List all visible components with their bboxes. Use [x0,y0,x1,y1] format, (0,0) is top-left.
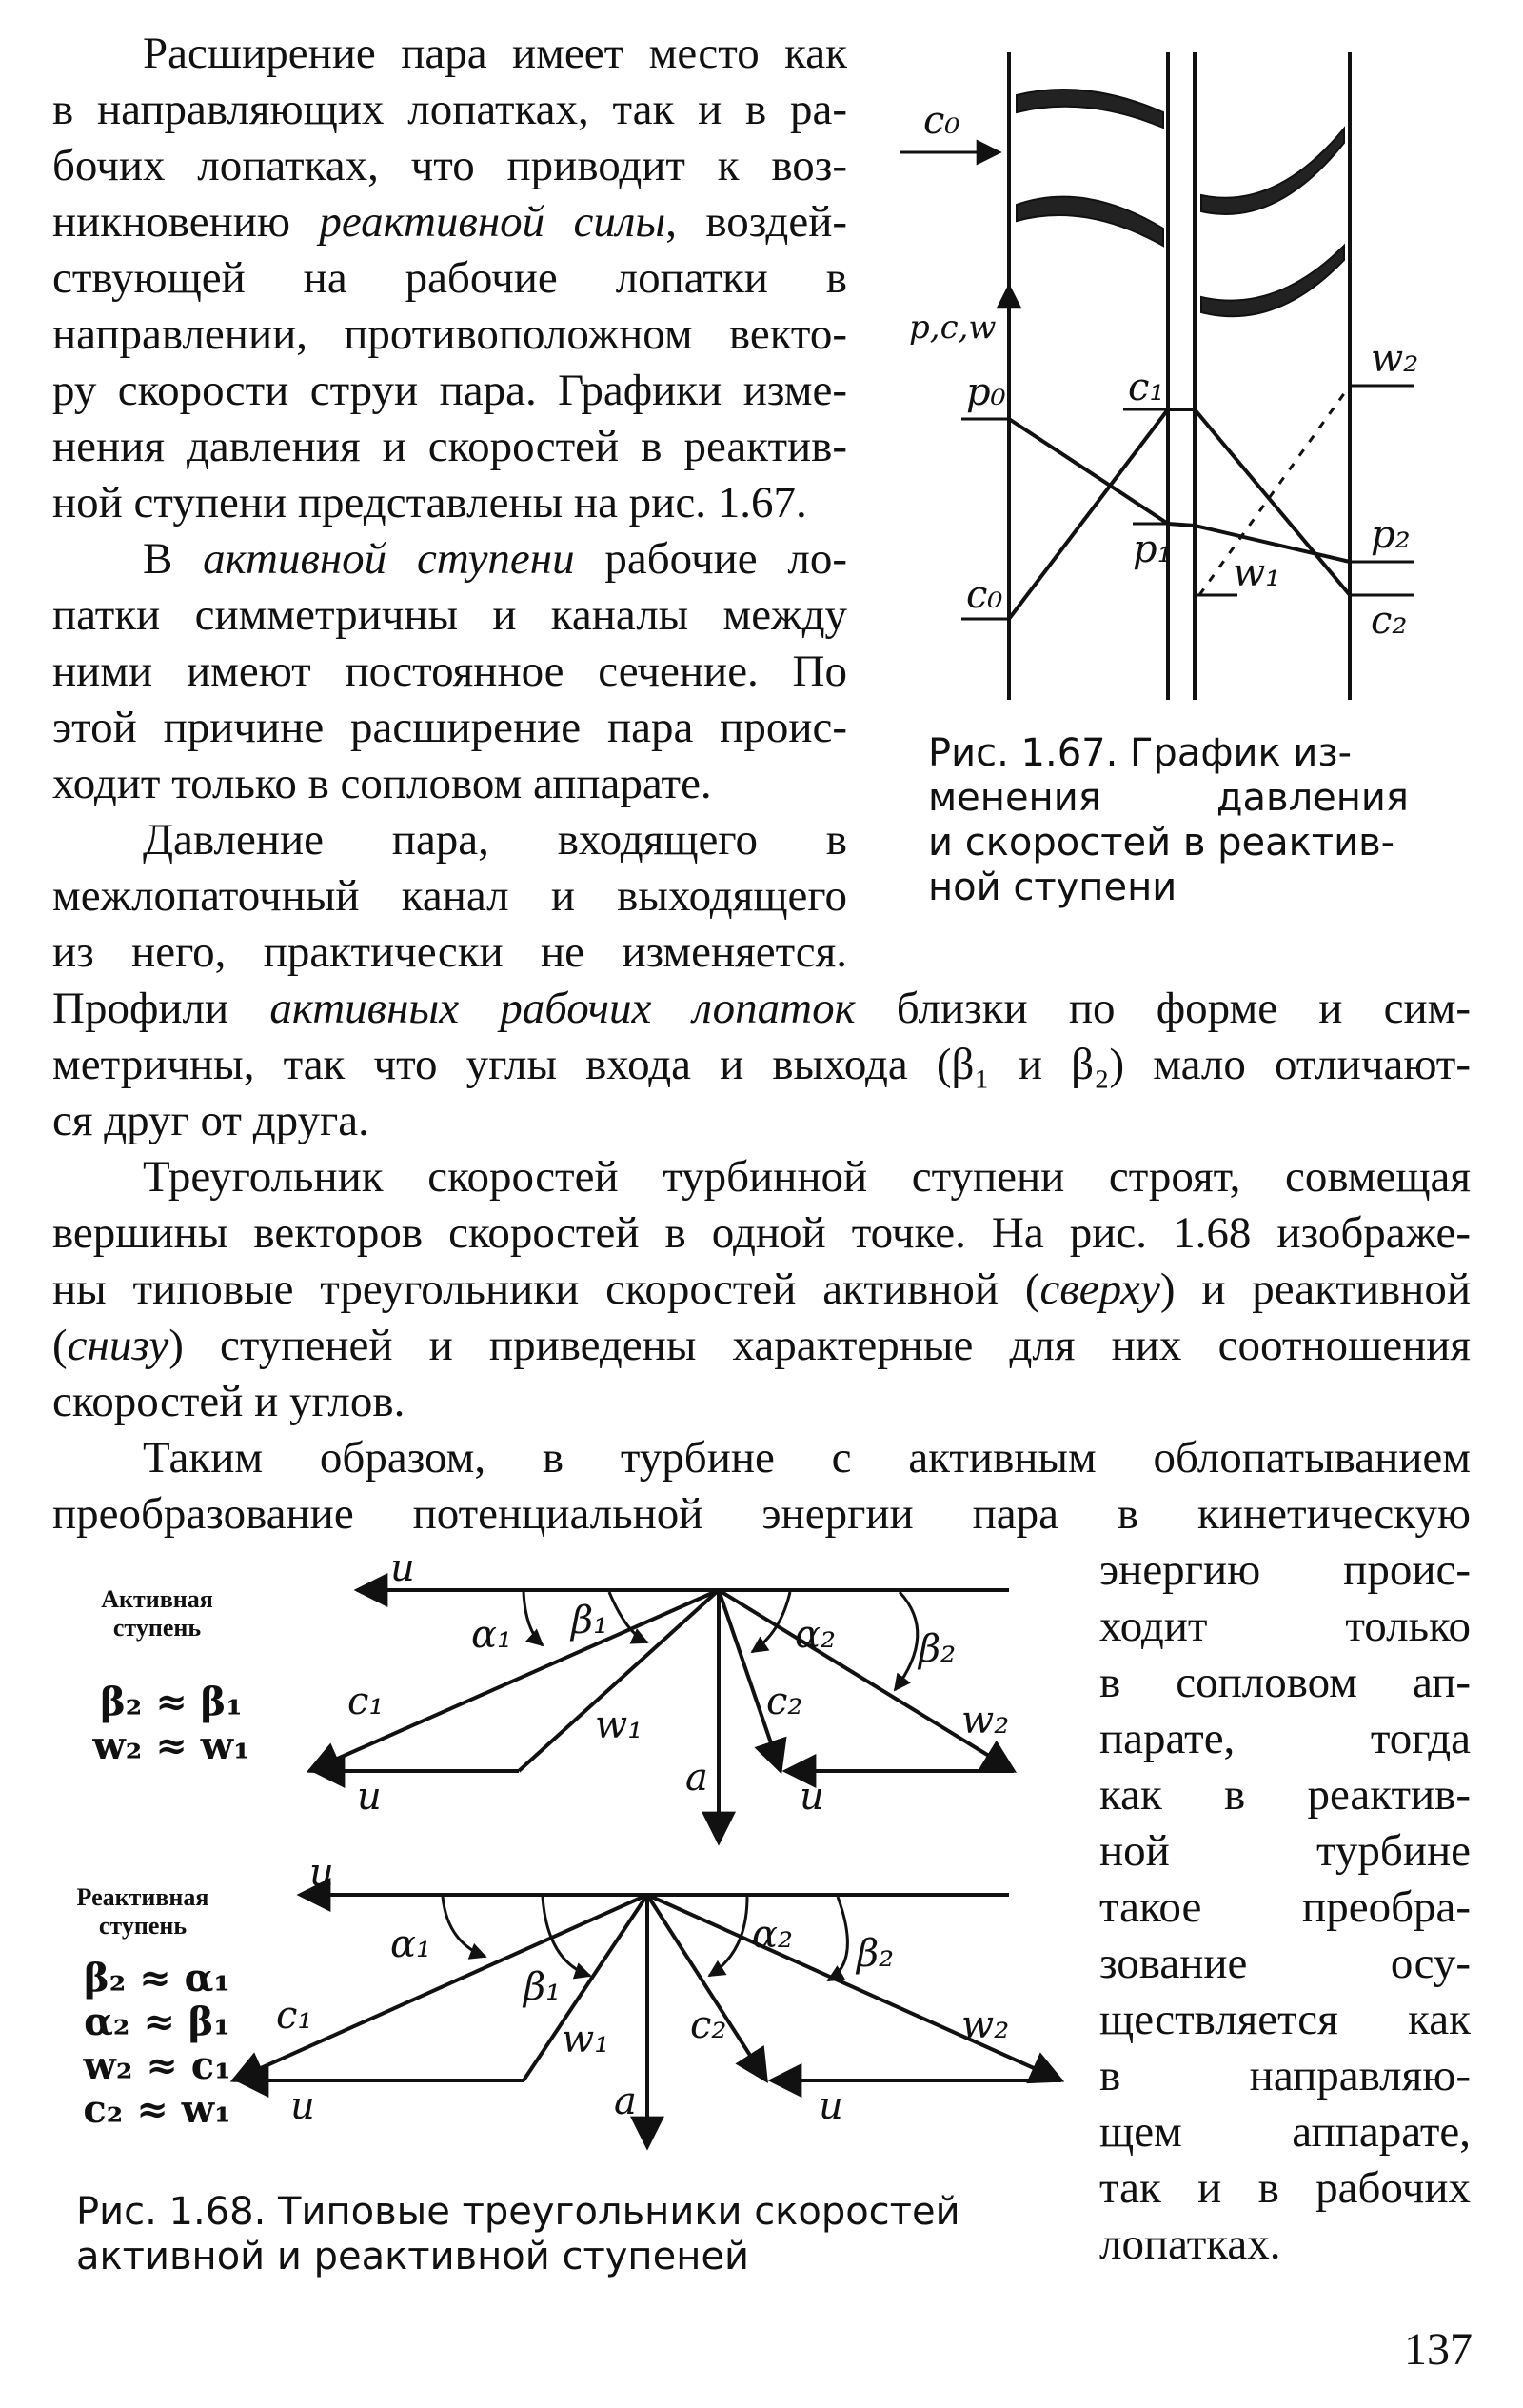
active-relation-1: β₂ ≈ β₁ [100,1680,243,1724]
reactive-label-u-top: u [309,1851,334,1895]
text-run: из него, практически не изменяется. [52,927,847,977]
label-w1: w₁ [1233,551,1281,595]
text-line-right-2: в сопловом ап- [1099,1658,1471,1707]
reactive-label-w1: w₁ [562,2018,610,2061]
fig167-caption-0: Рис. 1.67. График из- [928,731,1353,775]
guide-blade-1 [1017,90,1163,128]
italic-term: активных рабочих лопаток [269,984,856,1033]
text-run: Расширение пара имеет место как [143,29,847,78]
active-label-w1: w₁ [595,1703,643,1747]
italic-term: сверху [1039,1264,1160,1314]
text-run: Профили [52,984,270,1033]
reactive-label-beta2: β₂ [857,1932,895,1976]
text-run: ся друг от друга. [52,1096,369,1145]
label-w2: w₂ [1371,337,1419,381]
label-c0-inlet: c₀ [923,99,960,143]
text-run: рабочие ло- [574,534,847,584]
active-title-line2: ступень [112,1614,202,1642]
text-line-right-11: так и в рабочих [1099,2163,1471,2213]
active-relation-2: w₂ ≈ w₁ [92,1723,250,1768]
text-line-right-7: зование осу- [1099,1939,1471,1988]
active-label-alpha1: α₁ [471,1613,513,1657]
text-line-right-5: ной турбине [1099,1826,1471,1876]
text-run: ними имеют постоянное сечение. По [52,647,847,696]
text-run: ) и реактивной [1159,1264,1471,1314]
fig167-caption-3: ной ступени [928,866,1177,909]
active-label-w2: w₂ [961,1699,1010,1742]
reactive-label-beta1: β₁ [524,1965,562,2009]
text-run: ( [52,1321,68,1370]
rotor-blade-2 [1201,246,1344,316]
reactive-label-c2: c₂ [690,2003,727,2047]
active-title-line1: Активная [101,1585,213,1613]
text-run: этой причине расширение пара проис- [52,703,847,752]
text-run: вершины векторов скоростей в одной точке. На рис. 1.68 изображе- [52,1208,1471,1258]
active-alpha1-arc [524,1592,543,1645]
reactive-beta2-arc [828,1897,847,1980]
label-c1: c₁ [1128,366,1165,409]
text-line-right-8: ществляется как [1099,1995,1471,2044]
reactive-label-c1: c₁ [276,1994,313,2038]
reactive-alpha2-arc [709,1897,747,1976]
active-label-u-left: u [357,1775,382,1819]
text-run: преобразование потенциальной энергии пара в кинетическую [52,1489,1471,1539]
text-line-right-6: такое преобра- [1099,1882,1471,1932]
text-run: межлопаточный канал и выходящего [52,871,847,921]
page-number: 137 [1404,2324,1473,2375]
reactive-label-u-right: u [819,2084,843,2128]
text-run: скоростей и углов. [52,1377,405,1426]
text-line-right-9: в направляю- [1099,2051,1471,2100]
text-run: ствующей на рабочие лопатки в [52,253,847,303]
label-axis-pcw: p,c,w [909,308,997,347]
reactive-title-line2: ступень [98,1912,188,1940]
reactive-label-alpha2: α₂ [752,1913,794,1957]
active-label-beta1: β₁ [571,1599,609,1642]
text-run: нения давления и скоростей в реактив- [52,422,847,471]
active-label-alpha2: α₂ [795,1613,837,1657]
label-c0: c₀ [966,573,1003,617]
text-run: метричны, так что углы входа и выхода (β₁ и β₂) мало отличают- [52,1040,1471,1089]
reactive-alpha1-arc [443,1897,485,1957]
italic-term: реактивной силы [319,197,666,247]
reactive-title-line1: Реактивная [76,1883,209,1911]
text-run: Давление пара, входящего в [143,815,847,865]
text-line-right-0: энергию проис- [1099,1545,1471,1595]
active-label-beta2: β₂ [919,1627,957,1671]
active-label-c2: c₂ [766,1680,803,1723]
text-line-right-10: щем аппарате, [1099,2107,1471,2157]
active-label-c1: c₁ [347,1680,385,1723]
text-run: направлении, противоположном векто- [52,309,847,359]
text-run: , воздей- [665,197,847,247]
fig168-reactive-diagram [233,1895,1061,2147]
active-label-u-top: u [390,1546,415,1590]
fig168-active-diagram [309,1590,1014,1842]
label-p1: p₁ [1133,527,1173,571]
text-run: ны типовые треугольники скоростей активной ( [52,1264,1040,1314]
text-line-right-4: как в реактив- [1099,1770,1471,1820]
absolute-velocity-curve [1009,409,1350,619]
label-c2: c₂ [1371,599,1408,643]
reactive-w2-vector [647,1895,1061,2080]
fig168-caption-0: Рис. 1.68. Типовые треугольники скоростей [76,2190,960,2234]
fig167-caption-2: и скоростей в реактив- [928,821,1395,865]
active-label-a: a [685,1756,708,1800]
reactive-label-a: a [614,2080,637,2123]
text-run: в направляющих лопатках, так и в ра- [52,85,847,134]
reactive-relation-1: β₂ ≈ α₁ [84,1956,230,2000]
text-run: бочих лопатках, что приводит к воз- [52,141,847,190]
label-p2: p₂ [1371,513,1411,557]
text-run: никновению [52,197,320,247]
text-run: Треугольник скоростей турбинной ступени строят, совмещая [143,1152,1471,1202]
text-run: близки по форме и сим- [855,984,1472,1033]
text-run: ной ступени представлены на рис. 1.67. [52,478,807,527]
text-run: ) ступеней и приведены характерные для них соотношения [168,1321,1471,1370]
reactive-relation-4: c₂ ≈ w₁ [83,2087,231,2132]
rotor-blade-1 [1201,129,1344,214]
text-run: ходит только в сопловом аппарате. [52,759,712,808]
text-run: ру скорости струи пара. Графики изме- [52,366,847,415]
italic-term: снизу [67,1321,169,1370]
pressure-curve [1009,419,1350,562]
reactive-relation-2: α₂ ≈ β₁ [84,2000,230,2044]
active-beta2-arc [895,1592,918,1690]
text-line-right-1: ходит только [1099,1602,1471,1651]
fig168-caption-1: активной и реактивной ступеней [76,2235,749,2279]
reactive-label-u-left: u [290,2084,315,2128]
reactive-relation-3: w₂ ≈ c₁ [83,2043,231,2088]
fig167-caption-1: менения давления [928,776,1409,820]
text-line-right-3: парате, тогда [1099,1714,1471,1763]
text-run: Таким образом, в турбине с активным облопатыванием [143,1433,1471,1483]
active-w2-vector [719,1590,1014,1771]
text-run: В [143,534,204,584]
guide-blade-2 [1017,197,1163,246]
active-label-u-right: u [800,1775,824,1819]
reactive-label-w2: w₂ [961,2003,1010,2047]
label-p0: p₀ [966,370,1006,414]
text-run: патки симметричны и каналы между [52,590,847,640]
text-line-right-12: лопатках. [1099,2219,1281,2269]
reactive-beta1-arc [543,1897,590,1976]
reactive-label-alpha1: α₁ [390,1922,432,1966]
italic-term: активной ступени [203,534,575,584]
